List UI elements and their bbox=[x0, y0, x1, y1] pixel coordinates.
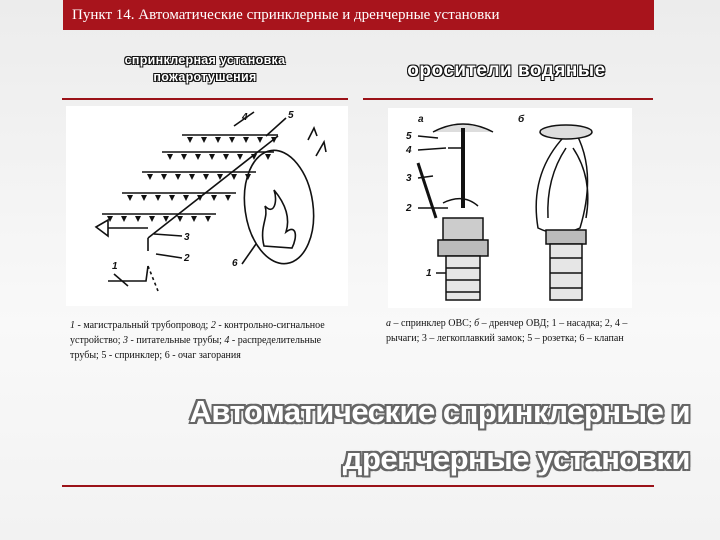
sprinkler-installation-figure bbox=[66, 106, 348, 306]
valve-body bbox=[443, 218, 483, 240]
caption-part: - распределительные трубы; 5 - спринклер; 6 - очаг загорания bbox=[70, 335, 322, 361]
caption-part: - питательные трубы; bbox=[128, 335, 225, 346]
slide-title-bar bbox=[63, 0, 654, 30]
drencher-frame bbox=[536, 128, 587, 233]
water-spray bbox=[308, 128, 317, 140]
sprinkler-head bbox=[243, 137, 249, 143]
sprinkler-head bbox=[209, 154, 215, 160]
sprinkler-head bbox=[149, 216, 155, 222]
left-heading-line1: спринклерная установка bbox=[124, 53, 286, 67]
sprinkler-head bbox=[257, 137, 263, 143]
left-heading-rule bbox=[62, 98, 348, 100]
left-caption bbox=[70, 318, 345, 363]
sprinkler-heads bbox=[107, 137, 277, 222]
sprinkler-head bbox=[211, 195, 217, 201]
left-heading bbox=[62, 52, 348, 86]
sprinkler-head bbox=[161, 174, 167, 180]
sprinkler-head bbox=[169, 195, 175, 201]
sprinkler-head bbox=[205, 216, 211, 222]
caption-part: а bbox=[386, 318, 391, 329]
sprinkler-head bbox=[147, 174, 153, 180]
caption-part: - магистральный трубопровод; bbox=[75, 320, 211, 331]
sprinkler-installation-diagram bbox=[66, 106, 348, 306]
label-4: 4 bbox=[242, 112, 248, 123]
label-1: 1 bbox=[426, 268, 432, 279]
caption-part: – спринклер ОВС; bbox=[391, 318, 475, 329]
right-caption bbox=[386, 316, 644, 346]
caption-part: 4 bbox=[224, 335, 230, 346]
sprinkler-head bbox=[127, 195, 133, 201]
label-3: 3 bbox=[406, 173, 412, 184]
fire-zone bbox=[237, 146, 320, 268]
sprinkler-head bbox=[141, 195, 147, 201]
sprinkler-head bbox=[181, 154, 187, 160]
sprinkler-head bbox=[265, 154, 271, 160]
sprinkler-head bbox=[229, 137, 235, 143]
label-3: 3 bbox=[184, 232, 190, 243]
label-2: 2 bbox=[184, 253, 190, 264]
lever bbox=[418, 163, 436, 218]
alarm-device bbox=[96, 220, 108, 236]
sprinkler-head bbox=[231, 174, 237, 180]
label-5: 5 bbox=[406, 131, 412, 142]
sprinkler-head bbox=[155, 195, 161, 201]
right-heading: оросители водяные bbox=[407, 60, 606, 81]
lever bbox=[443, 199, 478, 206]
label-6: 6 bbox=[232, 258, 238, 269]
sprinkler-heads-diagram bbox=[388, 108, 632, 308]
caption-part: 3 bbox=[123, 335, 129, 346]
water-spray bbox=[316, 142, 326, 156]
label-2: 2 bbox=[406, 203, 412, 214]
footer-rule bbox=[62, 485, 654, 487]
sprinkler-head bbox=[237, 154, 243, 160]
sprinkler-head bbox=[121, 216, 127, 222]
sprinkler-head bbox=[135, 216, 141, 222]
main-pipe-dash bbox=[148, 266, 158, 291]
nozzle bbox=[446, 256, 480, 300]
fire-flame bbox=[263, 190, 296, 248]
caption-part: - контрольно-сигнальное устройство; bbox=[70, 320, 325, 346]
sprinkler-head bbox=[223, 154, 229, 160]
sprinkler-head bbox=[203, 174, 209, 180]
left-heading-line2: пожаротушения bbox=[153, 70, 257, 84]
sprinkler-head bbox=[215, 137, 221, 143]
sprinkler-head bbox=[189, 174, 195, 180]
footer-title-line1: Автоматические спринклерные и bbox=[189, 394, 690, 429]
label-a: а bbox=[418, 114, 424, 125]
label-b: б bbox=[518, 114, 525, 125]
caption-part: б bbox=[474, 318, 480, 329]
label-5: 5 bbox=[288, 110, 294, 121]
drencher-nozzle bbox=[550, 244, 582, 300]
sprinkler-head bbox=[175, 174, 181, 180]
sprinkler-head bbox=[195, 154, 201, 160]
slide-title: Пункт 14. Автоматические спринклерные и дренчерные установки bbox=[72, 7, 500, 23]
sprinkler-head bbox=[225, 195, 231, 201]
label-1: 1 bbox=[112, 261, 118, 272]
right-heading-rule bbox=[363, 98, 653, 100]
label-4: 4 bbox=[406, 145, 412, 156]
footer-title-line2: дренчерные установки bbox=[342, 441, 690, 476]
sprinkler-head bbox=[167, 154, 173, 160]
sprinkler-heads-figure bbox=[388, 108, 632, 308]
drencher-rosette bbox=[540, 125, 592, 139]
sprinkler-head bbox=[177, 216, 183, 222]
caption-part: – дренчер ОВД; 1 – насадка; 2, 4 – рычаги; 3 – легкоплавкий замок; 5 – розетка; 6 – клапан bbox=[386, 318, 628, 344]
sprinkler-head bbox=[183, 195, 189, 201]
caption-part: 2 bbox=[210, 320, 216, 331]
sprinkler-head bbox=[201, 137, 207, 143]
sprinkler-head bbox=[191, 216, 197, 222]
caption-part: 1 bbox=[70, 320, 75, 331]
sprinkler-head bbox=[163, 216, 169, 222]
sprinkler-head bbox=[187, 137, 193, 143]
